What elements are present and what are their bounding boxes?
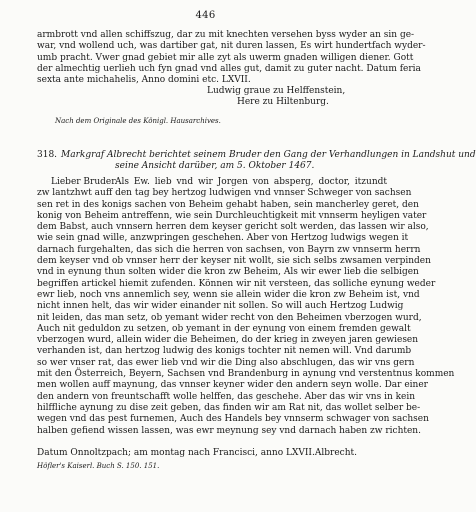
- text-line: halben gefiend wissen lassen, was ewr meynung sey vnd darnach haben zw richten.: [37, 425, 421, 436]
- signature-line: Ludwig graue zu Helffenstein,: [207, 86, 346, 96]
- text-line: mit den Österreich, Beyern, Sachsen vnd Brandenburg in aynung vnd verstentnus kommen: [37, 369, 455, 380]
- text-line: Als Ew. lieb vnd wir Jorgen von absperg, doctor, itzundt: [115, 177, 387, 187]
- signature-line: Here zu Hiltenburg.: [237, 97, 329, 108]
- text-line: war, vnd wollend uch, was dartiber gat, nit duren lassen, Es wirt hundertfach wyder-: [37, 41, 426, 52]
- text-line: nicht innen helt, das wir wider einander nit sollen. So will auch Hertzog Ludwig: [37, 301, 404, 312]
- text-line: sexta ante michahelis, Anno domini etc. LXVII.: [37, 75, 251, 86]
- text-line: der almechtig uerlieh uch fyn gnad vnd alles gut, damit zu guter nacht. Datum feria: [37, 63, 421, 74]
- text-line: armbrott vnd allen schiffszug, dar zu mit knechten versehen byss wyder an sin ge-: [37, 30, 415, 40]
- text-line: wegen vnd das pest furnemen, Auch des Handels bey vnnserm schwager von sachsen: [37, 414, 429, 425]
- text-line: den andern von freuntschafft wolle helffen, das geschehe. Aber das wir vns in kein: [37, 391, 416, 402]
- text-line: men wollen auff maynung, das vnnser keyner wider den andern seyn wolle. Dar einer: [37, 380, 428, 391]
- page-number: 446: [195, 10, 216, 21]
- second-document-first-line: [115, 177, 387, 188]
- text-line: dem keyser vnd ob vnnser herr der keyser nit wollt, sie sich selbs zwsamen verpinden: [37, 256, 431, 267]
- text-line: vnd in eynung thun solten wider die kron zw Beheim, Als wir ewer lieb die selbigen: [37, 267, 419, 278]
- text-line: nit leiden, das man setz, ob yemant wider recht von den Beheimen vberzogen wurd,: [37, 312, 422, 323]
- closing-line: [37, 448, 387, 459]
- text-line: dem Babst, auch vnnsern herren dem keyser gericht solt werden, das lassen wir also,: [37, 222, 429, 233]
- text-line: konig von Beheim antreffenn, wie sein Durchleuchtigkeit mit vnnserm heyligen vater: [37, 210, 427, 221]
- text-line: wie sein gnad wille, anzwpringen geschehen. Aber von Hertzog ludwigs wegen it: [37, 233, 409, 244]
- text-line: vberzogen wurd, allein wider die Beheimen, do der krieg in zweyen jaren gewiesen: [37, 335, 419, 346]
- first-document-body: [37, 30, 426, 86]
- heading-line: seine Ansicht darüber, am 5. Oktober 1467.: [115, 161, 315, 171]
- heading-line: 318. Markgraf Albrecht berichtet seinem Bruder den Gang der Verhandlungen in Landshut und: [37, 150, 476, 160]
- text-line: umb pracht. Vwer gnad gebiet mir alle zyt als uwerm gnaden willigen diener. Gott: [37, 52, 414, 63]
- second-document-body: [37, 188, 455, 437]
- text-line: verhanden ist, dan hertzog ludwig des konigs tochter nit nemen will. Vnd darumb: [37, 346, 412, 357]
- text-line: sen ret in des konigs sachen von Beheim gehabt haben, sein mancherley geret, den: [37, 199, 419, 210]
- dateline: Datum Onnoltzpach; am montag nach Francisci, anno LXVII.: [37, 448, 315, 458]
- document-number: 318.: [37, 150, 58, 160]
- source-note: Höfler's Kaiserl. Buch S. 150. 151.: [37, 462, 160, 470]
- signer: Albrecht.: [314, 448, 357, 458]
- document-heading: [37, 150, 476, 172]
- text-line: so wer vnser rat, das ewer lieb vnd wir die Ding also abschlugen, das wir vns gern: [37, 357, 415, 368]
- text-line: Auch nit geduldon zu setzen, ob yemant in der eynung von einem fremden gewalt: [37, 323, 411, 334]
- text-line: ewr lieb, noch vns annemlich sey, wenn sie allein wider die kron zw Beheim ist, vnd: [37, 289, 420, 300]
- first-document-signature: [207, 86, 387, 109]
- text-line: zw lantzhwt auff den tag bey hertzog ludwigen vnd vnnser Schweger von sachsen: [37, 188, 412, 199]
- text-line: darnach furgehalten, das sich die herren von sachsen, von Bayrn zw vnnserm herrn: [37, 244, 421, 255]
- text-line: begriffen artickel hiemit zufenden. Können wir nit versteen, das solliche eynung weder: [37, 278, 436, 289]
- text-line: hilffliche aynung zu dise zeit geben, das finden wir am Rat nit, das wollet selber be-: [37, 402, 421, 413]
- salutation: Lieber Bruder.: [51, 177, 118, 187]
- source-note: Nach dem Originale des Königl. Hausarchives.: [55, 117, 221, 125]
